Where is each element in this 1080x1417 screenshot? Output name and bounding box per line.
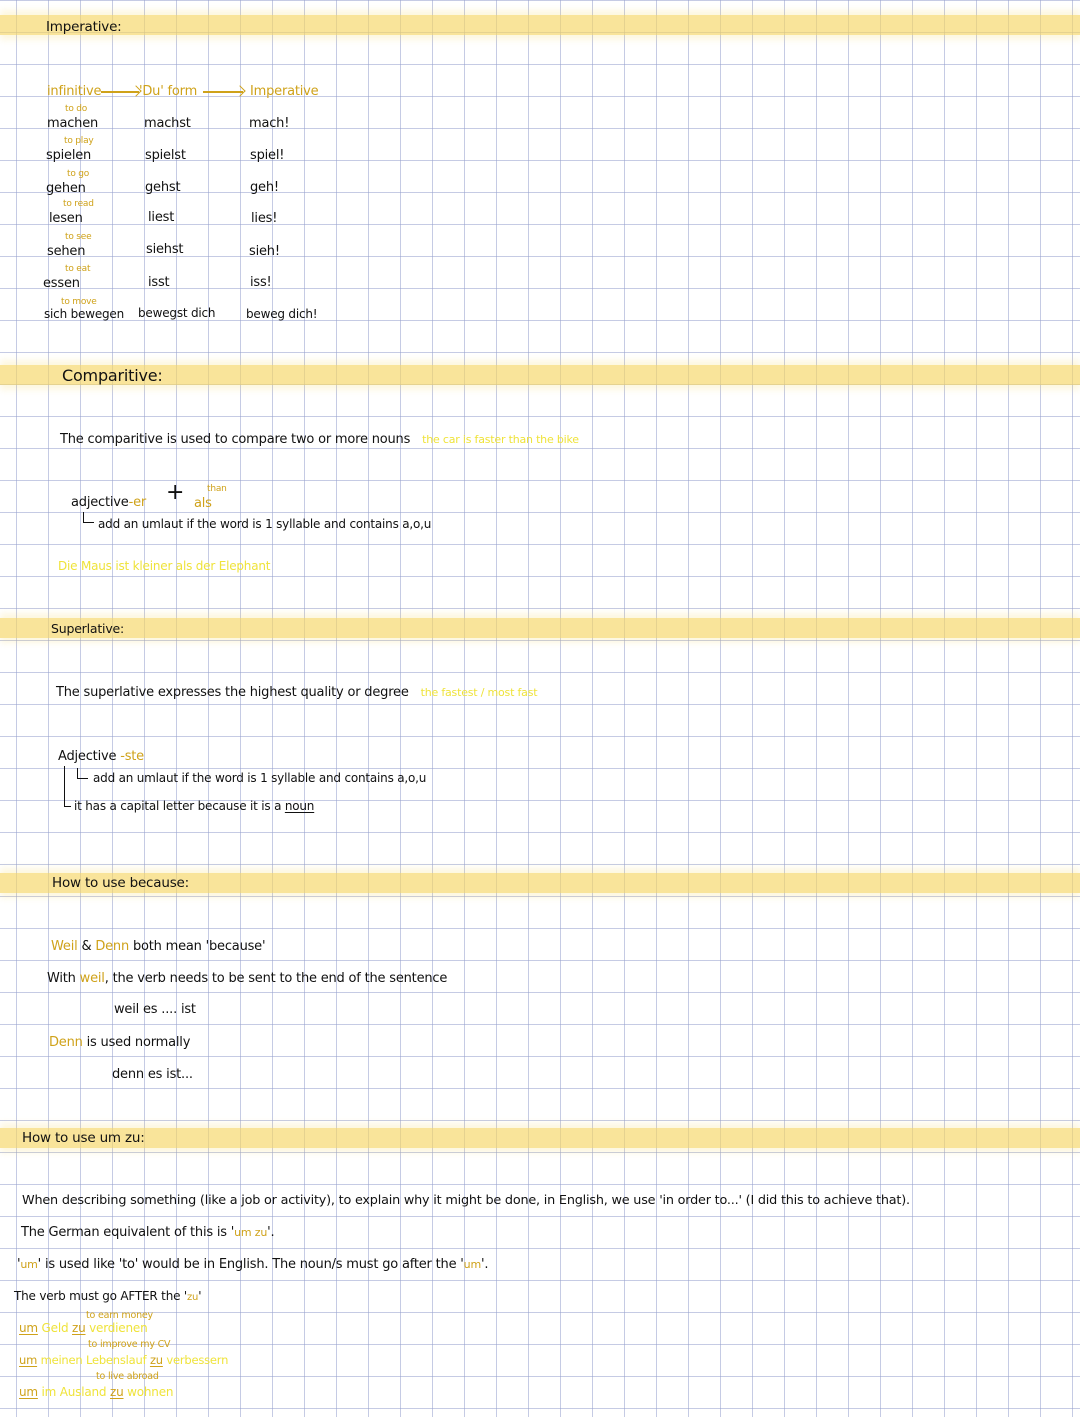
line-text: both mean 'because' <box>132 939 266 954</box>
um-zu-line-3 <box>17 1258 488 1271</box>
line-text: The verb must go AFTER the ' <box>14 1289 187 1303</box>
bracket-arrow-icon <box>83 512 94 523</box>
arrow-icon <box>101 91 139 93</box>
formula-plus: + <box>166 480 185 505</box>
um-zu-line-4 <box>14 1290 201 1303</box>
example-um: um <box>19 1385 38 1399</box>
because-line-3 <box>49 1036 190 1049</box>
infinitive-cell: machen <box>47 116 99 131</box>
um-zu-line-1: When describing something (like a job or activity), to explain why it might be done, in English, we use 'in order to...' (I did this to achieve that). <box>22 1193 910 1208</box>
du-form-cell: isst <box>148 275 170 290</box>
keyword-um: um <box>20 1258 38 1271</box>
um-zu-example <box>19 1322 147 1334</box>
bracket-arrow-icon <box>64 766 71 807</box>
keyword-weil: Weil <box>51 939 78 954</box>
du-form-cell: siehst <box>146 242 184 257</box>
because-line-2 <box>47 972 447 985</box>
line-text: '. <box>267 1225 275 1240</box>
example-um: um <box>19 1353 38 1367</box>
section-title-um-zu: How to use um zu: <box>22 1130 145 1146</box>
bracket-arrow-icon <box>77 768 88 779</box>
infinitive-cell: spielen <box>46 148 92 163</box>
imperative-cell: lies! <box>251 211 278 226</box>
arrow-icon <box>203 91 243 93</box>
line-text: ' is used like 'to' would be in English. The noun/s must go after the ' <box>37 1257 464 1272</box>
definition-text: The comparitive is used to compare two or more nouns <box>60 432 411 447</box>
du-form-cell: machst <box>144 116 191 131</box>
rule-text: it has a capital letter because it is a <box>74 799 282 813</box>
line-text: , the verb needs to be sent to the end of the sentence <box>104 971 448 986</box>
definition-example: the car is faster than the bike <box>422 433 579 446</box>
comparative-rule: add an umlaut if the word is 1 syllable and contains a,o,u <box>98 517 432 531</box>
line-text: The German equivalent of this is ' <box>21 1225 235 1240</box>
du-form-cell: liest <box>148 210 175 225</box>
line-text: '. <box>480 1257 489 1272</box>
section-title-comparative: Comparitive: <box>62 366 163 385</box>
keyword-um: um <box>463 1258 481 1271</box>
um-zu-example <box>19 1355 228 1367</box>
line-text: is used normally <box>86 1035 191 1050</box>
formula-als-translation: than <box>207 484 227 494</box>
translation-label: to move <box>61 297 97 307</box>
section-title-because: How to use because: <box>52 875 189 891</box>
example-zu: zu <box>109 1385 124 1399</box>
example-middle: meinen Lebenslauf <box>40 1353 147 1367</box>
imperative-header-imperative: Imperative <box>250 84 319 99</box>
superlative-rule-umlaut: add an umlaut if the word is 1 syllable and contains a,o,u <box>93 771 427 785</box>
translation-label: to do <box>65 104 88 114</box>
infinitive-cell: essen <box>43 276 80 291</box>
because-example-weil: weil es .... ist <box>114 1002 196 1017</box>
du-form-cell: spielst <box>145 148 186 163</box>
superlative-definition <box>56 686 537 699</box>
example-translation: to earn money <box>86 1310 153 1321</box>
comparative-formula <box>71 496 146 509</box>
imperative-cell: iss! <box>250 275 272 290</box>
example-middle: Geld <box>41 1321 69 1335</box>
comparative-definition <box>60 433 579 446</box>
formula-suffix: -ste <box>120 749 144 764</box>
translation-label: to go <box>67 169 90 179</box>
definition-example: the fastest / most fast <box>420 686 538 699</box>
keyword-zu: zu <box>187 1292 199 1303</box>
line-text: ' <box>198 1289 202 1303</box>
example-verb: verdienen <box>89 1321 148 1335</box>
um-zu-line-2 <box>21 1226 274 1239</box>
definition-text: The superlative expresses the highest quality or degree <box>56 685 409 700</box>
example-translation: to live abroad <box>96 1371 159 1382</box>
imperative-cell: sieh! <box>249 244 280 259</box>
formula-als: als <box>194 496 212 511</box>
du-form-cell: gehst <box>145 180 181 195</box>
example-zu: zu <box>149 1353 163 1367</box>
example-middle: im Ausland <box>41 1385 107 1399</box>
infinitive-cell: lesen <box>49 211 83 226</box>
imperative-header-infinitive: infinitive <box>47 84 102 99</box>
imperative-cell: mach! <box>249 116 290 131</box>
keyword-weil: weil <box>79 971 105 986</box>
highlight-band-imperative <box>0 15 1080 35</box>
because-example-denn: denn es ist... <box>112 1067 193 1082</box>
imperative-cell: beweg dich! <box>246 307 318 321</box>
keyword-um-zu: um zu <box>234 1226 268 1239</box>
highlight-band-superlative <box>0 618 1080 638</box>
translation-label: to eat <box>65 264 91 274</box>
infinitive-cell: sich bewegen <box>44 307 125 321</box>
comparative-example: Die Maus ist kleiner als der Elephant <box>58 559 271 573</box>
superlative-formula <box>58 750 144 763</box>
imperative-cell: spiel! <box>250 148 285 163</box>
translation-label: to play <box>64 136 94 146</box>
section-title-superlative: Superlative: <box>51 621 125 636</box>
translation-label: to read <box>63 199 94 209</box>
translation-label: to see <box>65 232 92 242</box>
because-line-1 <box>51 940 265 953</box>
example-verb: verbessern <box>166 1353 229 1367</box>
rule-noun: noun <box>284 799 315 813</box>
superlative-rule-capital <box>74 800 314 812</box>
section-title-imperative: Imperative: <box>46 19 122 35</box>
line-text: ' <box>17 1257 21 1272</box>
example-verb: wohnen <box>127 1385 174 1399</box>
highlight-band-um-zu <box>0 1128 1080 1148</box>
line-prefix: With <box>47 971 76 986</box>
du-form-cell: bewegst dich <box>138 306 216 320</box>
keyword-denn: Denn <box>49 1035 83 1050</box>
keyword-denn: Denn <box>95 939 130 954</box>
formula-suffix: -er <box>128 495 147 510</box>
infinitive-cell: gehen <box>46 181 86 196</box>
example-translation: to improve my CV <box>88 1339 171 1350</box>
ampersand: & <box>81 939 92 954</box>
example-um: um <box>19 1321 38 1335</box>
example-zu: zu <box>72 1321 86 1335</box>
um-zu-example <box>19 1386 173 1398</box>
infinitive-cell: sehen <box>47 244 86 259</box>
imperative-header-du-form: 'Du' form <box>139 84 198 99</box>
formula-adjective: Adjective <box>58 749 117 764</box>
imperative-cell: geh! <box>250 180 279 195</box>
formula-adjective: adjective <box>71 495 129 510</box>
